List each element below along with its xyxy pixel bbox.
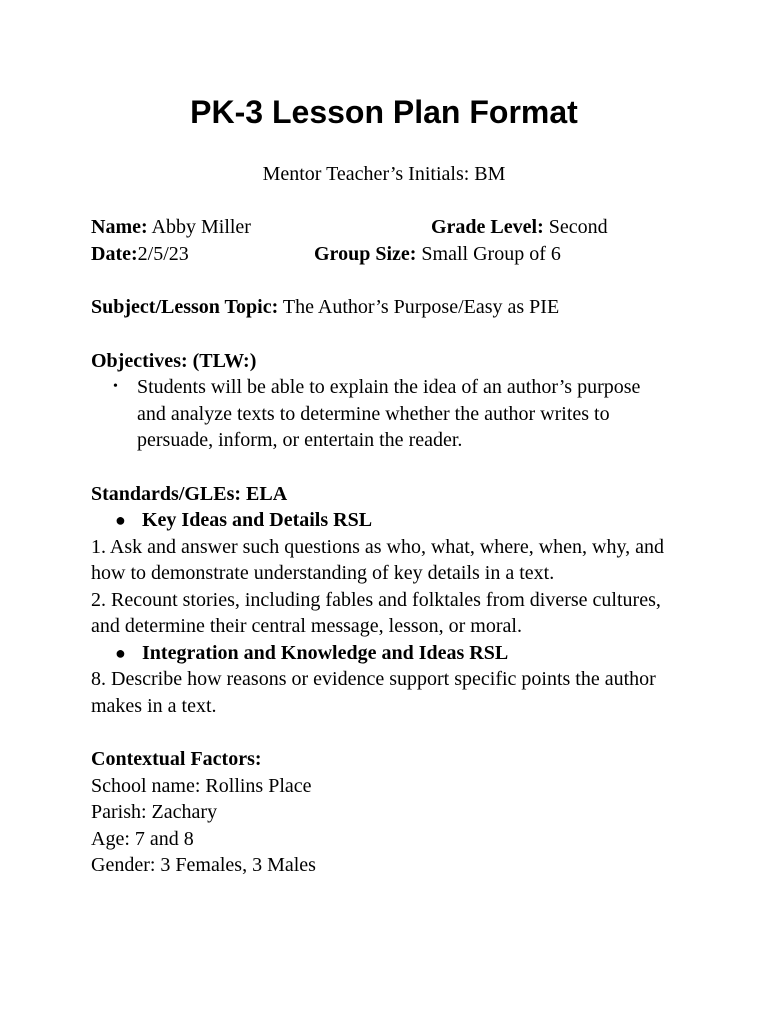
- group-size-value: Small Group of 6: [416, 242, 561, 265]
- subject-label: Subject/Lesson Topic:: [91, 296, 279, 318]
- standard-item-8: 8. Describe how reasons or evidence support specific points the author makes in a text.: [91, 668, 656, 717]
- standards-group-integration: [91, 640, 691, 667]
- grade-field: [431, 214, 608, 241]
- page-title: PK-3 Lesson Plan Format: [190, 94, 578, 130]
- contextual-heading-text: Contextual Factors:: [91, 748, 262, 770]
- standard-item-2: 2. Recount stories, including fables and folktales from diverse cultures, and determine their central message, lesson, or moral.: [91, 588, 661, 637]
- bullet-icon: •: [113, 379, 118, 394]
- name-label: Name:: [91, 216, 148, 238]
- context-gender: Gender: 3 Females, 3 Males: [91, 854, 316, 876]
- bullet-icon: ●: [115, 510, 126, 530]
- lesson-plan-body: [91, 214, 691, 879]
- context-age: Age: 7 and 8: [91, 827, 194, 850]
- date-group-row: [91, 241, 691, 268]
- standards-group-title: Integration and Knowledge and Ideas RSL: [142, 641, 509, 664]
- date-field: [91, 243, 189, 265]
- bullet-icon: ●: [115, 642, 126, 663]
- grade-value: Second: [543, 216, 608, 238]
- standard-item-1: 1. Ask and answer such questions as who, what, where, when, why, and how to demonstrate understanding of key details in a text.: [91, 535, 665, 584]
- context-parish: Parish: Zachary: [91, 801, 218, 823]
- date-label: Date:: [91, 242, 138, 265]
- name-grade-row: [91, 214, 691, 241]
- objectives-heading-text: Objectives: (TLW:): [91, 349, 257, 372]
- context-school: School name: Rollins Place: [91, 774, 312, 797]
- standards-group-title: Key Ideas and Details RSL: [142, 509, 373, 531]
- group-size-label: Group Size:: [314, 242, 417, 265]
- standards-heading-text: Standards/GLEs: ELA: [91, 482, 288, 505]
- grade-label: Grade Level:: [431, 216, 544, 238]
- standards-heading: [91, 481, 691, 508]
- objective-item: Students will be able to explain the idea of an author’s purpose and analyze texts to determine whether the author writes to persuade, inform, or entertain the reader.: [137, 376, 641, 451]
- subject-row: [91, 294, 691, 321]
- contextual-heading: [91, 746, 691, 773]
- group-size-field: [314, 241, 561, 268]
- objectives-heading: [91, 348, 691, 375]
- name-field: [91, 216, 251, 238]
- objectives-list: [91, 374, 691, 454]
- subject-value: The Author’s Purpose/Easy as PIE: [278, 296, 560, 318]
- name-value: Abby Miller: [147, 216, 251, 238]
- standards-group-key-ideas: [91, 507, 691, 534]
- mentor-initials: Mentor Teacher’s Initials: BM: [262, 163, 506, 185]
- date-value: 2/5/23: [137, 242, 189, 265]
